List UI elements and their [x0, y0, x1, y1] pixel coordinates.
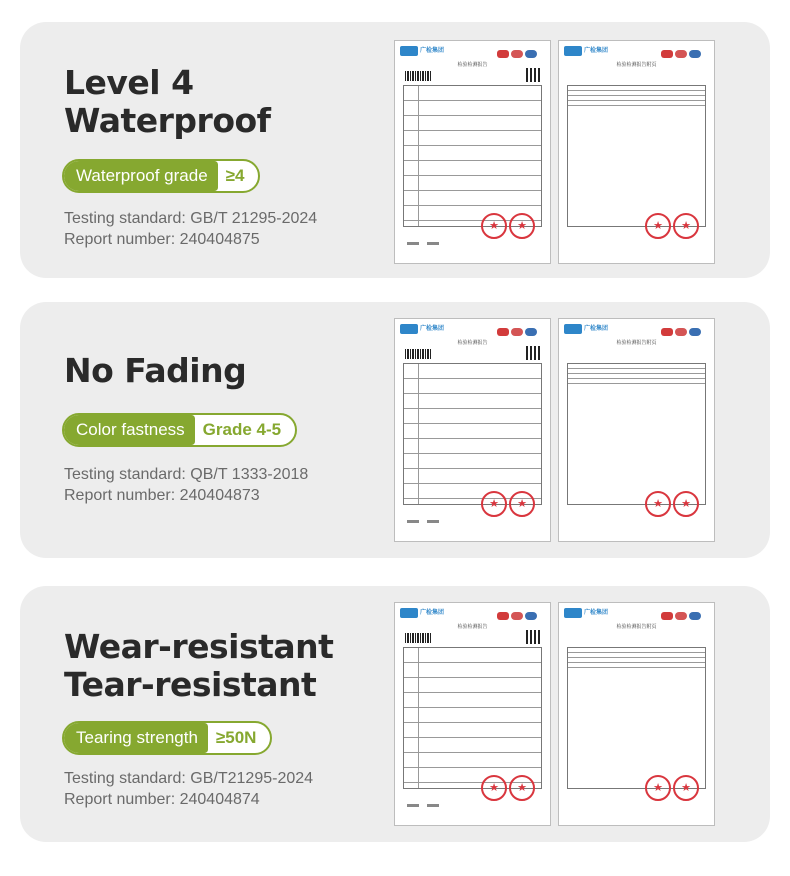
qr-code-icon: [526, 346, 540, 360]
certification-mark-icon: [661, 45, 709, 55]
test-card-tearing-strength: [20, 586, 770, 842]
appendix-table: [567, 363, 706, 505]
badge-value: ≥50N: [215, 728, 257, 747]
report-table: [403, 85, 542, 227]
appendix-title: 检验检测报告附页: [616, 62, 657, 68]
logo-icon: [400, 608, 418, 618]
signature: [407, 804, 447, 807]
qr-code-icon: [526, 630, 540, 644]
logo-icon: [400, 46, 418, 56]
test-card-waterproof: [20, 22, 770, 278]
report-table: [403, 363, 542, 505]
report-number: Report number: 240404875: [64, 231, 260, 248]
appendix-table: [567, 85, 706, 227]
report-number: Report number: 240404873: [64, 487, 260, 504]
official-stamp-icon: [673, 775, 699, 801]
badge-label: Tearing strength: [64, 723, 208, 753]
testing-standard: Testing standard: QB/T 1333-2018: [64, 466, 309, 483]
testing-standard: Testing standard: GB/T 21295-2024: [64, 210, 318, 227]
appendix-table: [567, 647, 706, 789]
testing-info: [64, 208, 317, 250]
report-number: Report number: 240404874: [64, 791, 260, 808]
test-report-page: [394, 40, 551, 264]
brand-name: 广检集团: [420, 48, 445, 54]
badge-value: Grade 4-5: [202, 420, 282, 439]
brand-name: 广检集团: [584, 326, 609, 332]
title-line: Tear-resistant: [64, 665, 317, 704]
section-title: [64, 628, 333, 704]
report-title: 检验检测报告: [457, 62, 488, 68]
certification-mark-icon: [661, 323, 709, 333]
title-line: Wear-resistant: [64, 627, 334, 666]
official-stamp-icon: [673, 213, 699, 239]
report-table: [403, 647, 542, 789]
report-title: 检验检测报告: [457, 624, 488, 630]
barcode-icon: [405, 633, 431, 643]
official-stamp-icon: [645, 775, 671, 801]
official-stamp-icon: [509, 213, 535, 239]
official-stamp-icon: [509, 775, 535, 801]
test-card-color-fastness: [20, 302, 770, 558]
result-badge: [62, 721, 272, 755]
brand-name: 广检集团: [584, 610, 609, 616]
brand-name: 广检集团: [420, 326, 445, 332]
test-report-appendix: [558, 602, 715, 826]
official-stamp-icon: [673, 491, 699, 517]
official-stamp-icon: [481, 213, 507, 239]
badge-label: Waterproof grade: [64, 161, 218, 191]
testing-info: [64, 768, 313, 810]
testing-standard: Testing standard: GB/T21295-2024: [64, 770, 314, 787]
brand-name: 广检集团: [420, 610, 445, 616]
official-stamp-icon: [645, 213, 671, 239]
title-line: No Fading: [64, 351, 247, 390]
qr-code-icon: [526, 68, 540, 82]
logo-icon: [564, 46, 582, 56]
logo-icon: [564, 608, 582, 618]
appendix-title: 检验检测报告附页: [616, 340, 657, 346]
official-stamp-icon: [645, 491, 671, 517]
result-badge: [62, 413, 297, 447]
section-title: [64, 352, 246, 390]
title-line: Level 4: [64, 63, 194, 102]
certification-mark-icon: [497, 607, 545, 617]
signature: [407, 520, 447, 523]
barcode-icon: [405, 349, 431, 359]
barcode-icon: [405, 71, 431, 81]
appendix-title: 检验检测报告附页: [616, 624, 657, 630]
result-badge: [62, 159, 260, 193]
report-title: 检验检测报告: [457, 340, 488, 346]
test-report-appendix: [558, 40, 715, 264]
signature: [407, 242, 447, 245]
official-stamp-icon: [481, 491, 507, 517]
test-report-page: [394, 602, 551, 826]
certification-mark-icon: [497, 45, 545, 55]
test-report-page: [394, 318, 551, 542]
logo-icon: [564, 324, 582, 334]
section-title: [64, 64, 271, 140]
official-stamp-icon: [509, 491, 535, 517]
badge-value: ≥4: [225, 166, 245, 185]
logo-icon: [400, 324, 418, 334]
certification-mark-icon: [497, 323, 545, 333]
title-line: Waterproof: [64, 101, 271, 140]
test-report-appendix: [558, 318, 715, 542]
brand-name: 广检集团: [584, 48, 609, 54]
badge-label: Color fastness: [64, 415, 195, 445]
certification-mark-icon: [661, 607, 709, 617]
testing-info: [64, 464, 308, 506]
official-stamp-icon: [481, 775, 507, 801]
